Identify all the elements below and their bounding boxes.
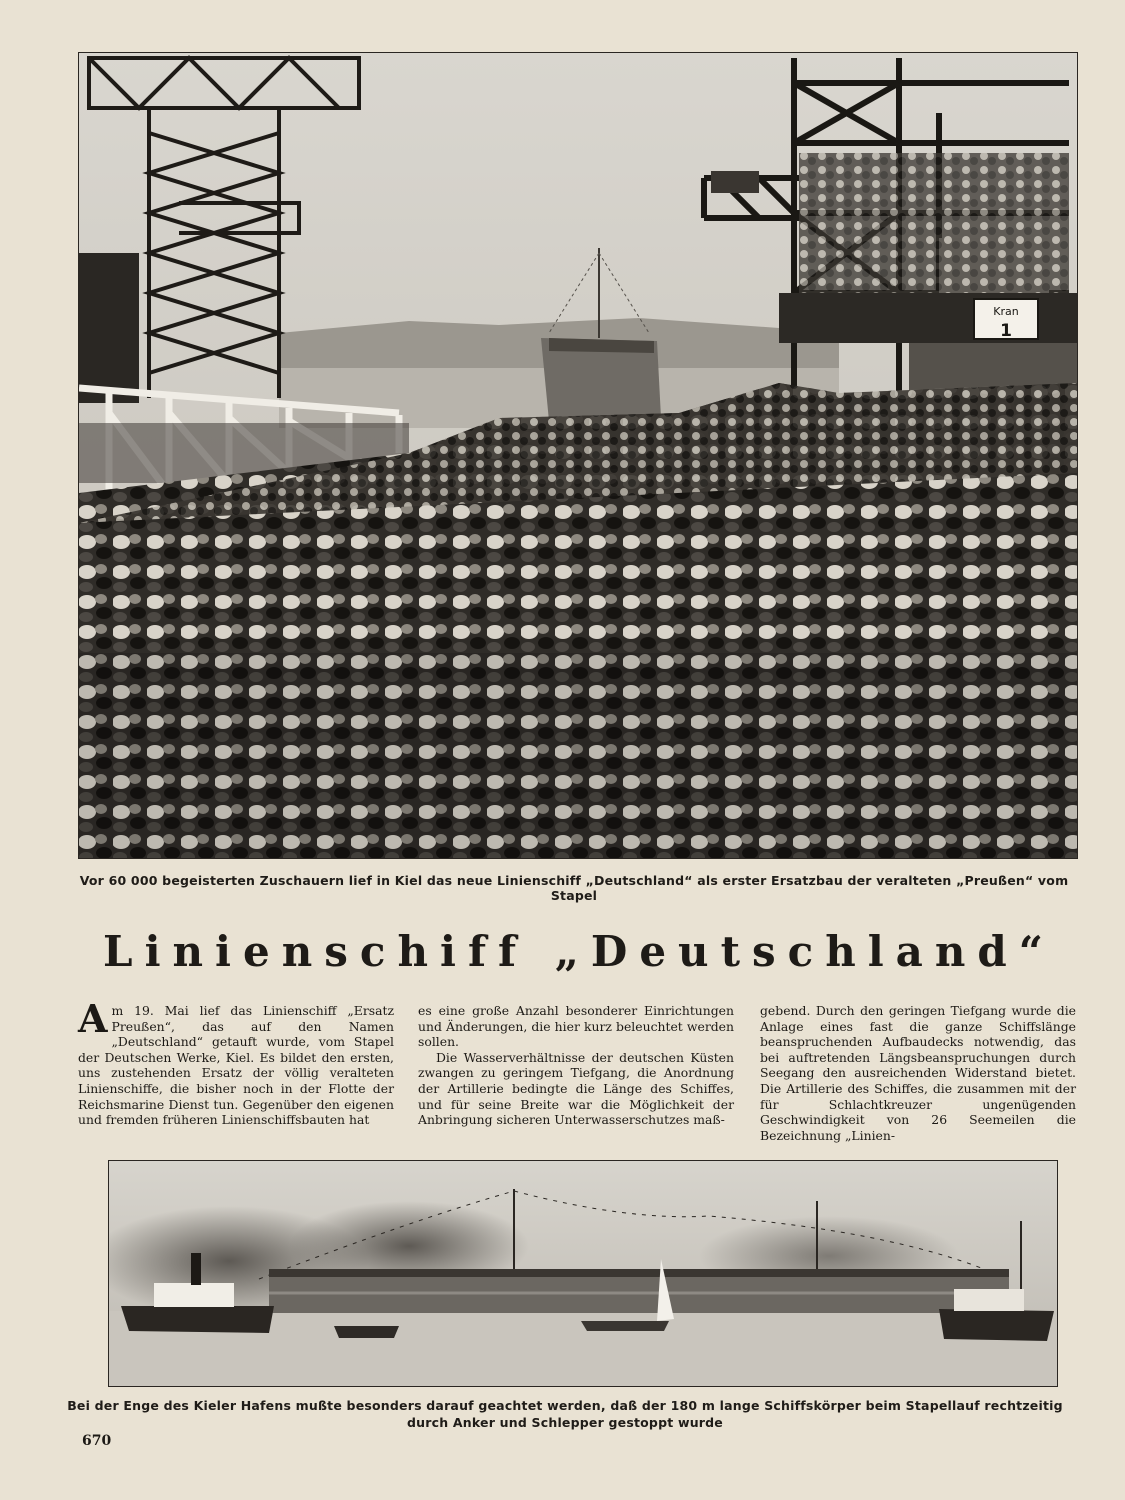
column-3-paragraph-1: gebend. Durch den geringen Tiefgang wurde die Anlage eines fast die ganze Schiffslänge beanspruchenden Aufbaudecks notwendig, das bei auftretenden Längsbeanspruchungen durch Seegang den ausreichenden Widerstand bietet. xyxy=(760,1003,1076,1081)
launch-crowd-photo xyxy=(78,52,1078,859)
column-2-paragraph-2: Die Wasserverhältnisse der deutschen Küsten zwangen zu geringem Tiefgang, die Anordnung der Artillerie bedingte die Länge des Schiffes, und für seine Breite war die Möglichkeit der Anbringung sicheren Unterwasserschutzes maß- xyxy=(418,1049,734,1128)
top-photo-caption: Vor 60 000 begeisterten Zuschauern lief in Kiel das neue Linienschiff „Deutschland“ als erster Ersatzbau der veralteten „Preußen“ vom Stapel xyxy=(79,873,1069,903)
bottom-photo-caption: Bei der Enge des Kieler Hafens mußte besonders darauf geachtet werden, daß der 180 m lange Schiffskörper beim Stapellauf rechtzeitig durch Anker und Schlepper gestoppt wurde xyxy=(67,1398,1063,1430)
article-column-3 xyxy=(760,1003,1076,1143)
article-column-1 xyxy=(78,996,394,1128)
column-3-paragraph-2: Die Artillerie des Schiffes, die zusammen mit der für Schlachtkreuzer ungenügenden Geschwindigkeit von 26 Seemeilen die Bezeichnung „Linien- xyxy=(760,1080,1076,1143)
drop-cap: A xyxy=(78,996,108,1041)
column-1-text: m 19. Mai lief das Linienschiff „Ersatz Preußen“, das auf den Namen „Deutschland“ getauft wurde, vom Stapel der Deutschen Werke, Kiel. Es bildet den ersten, uns zustehenden Ersatz der völlig veralteten Linienschiffe, die bisher noch in der Flotte der Reichsmarine Dienst tun. Gegenüber den eigenen und fremden früheren Linienschiffsbauten hat xyxy=(78,1003,394,1128)
page-number: 670 xyxy=(82,1433,112,1449)
ship-launch-photo xyxy=(108,1160,1058,1387)
column-2-paragraph-1: es eine große Anzahl besonderer Einrichtungen und Änderungen, die hier kurz beleuchtet werden sollen. xyxy=(418,1003,734,1050)
ship-hull-with-tugboats-photo-icon xyxy=(109,1161,1057,1386)
crane-sign-number: 1 xyxy=(1000,321,1012,341)
harbor-launch-crowd-photo-icon xyxy=(79,53,1077,858)
crane-sign-text: Kran xyxy=(993,305,1019,318)
article-headline: Linienschiff „Deutschland“ xyxy=(103,927,1055,976)
article-column-2 xyxy=(418,1003,734,1128)
